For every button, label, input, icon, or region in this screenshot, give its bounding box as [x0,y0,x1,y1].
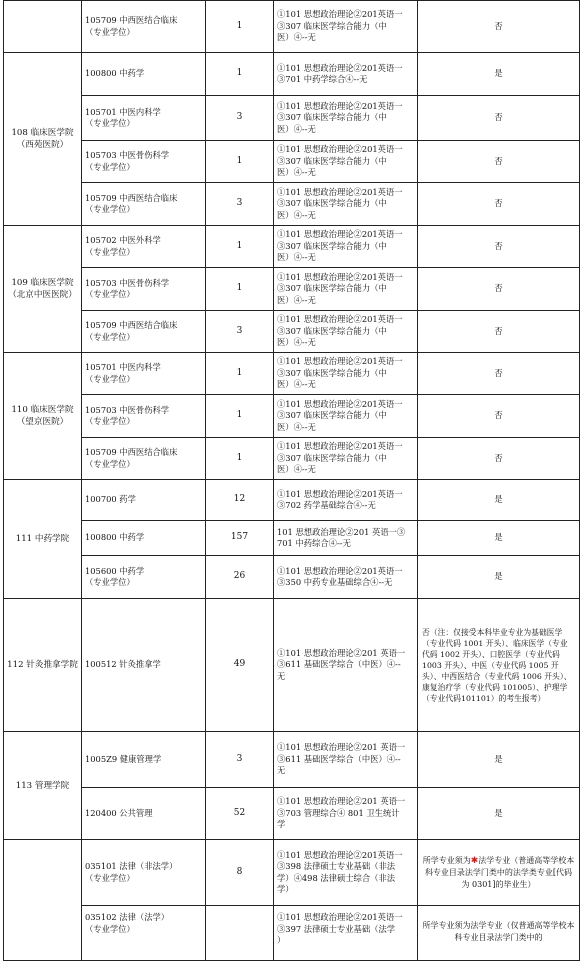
major-cell: 100700 药学 [82,480,206,521]
enrollment-count: 1 [206,1,274,53]
same-as-undergrad-restriction: 所学专业须为法学专业（仅普通高等学校本科专业目录法学门类中的 [418,906,580,961]
major-cell: 035102 法律（法学） （专业学位） [82,906,206,961]
same-as-undergrad-restriction: 否（注：仅接受本科毕业专业为基础医学（专业代码 1001 开头）、临床医学（专业代码 1002 开头）、口腔医学（专业代码 1003 开头）、中医（专业代码 1005 开头）、中西医结合（专业代码 1006 开头）、康复治疗学（专业代码 101005）、护理学（专业代码101101）的考生报考） [418,599,580,732]
enrollment-count: 1 [206,353,274,395]
exam-subjects: ①101 思想政治理论②201英语一 ③398 法律硕士专业基础（非法 学）④498 法律硕士综合（非法 学） [274,840,418,906]
major-cell: 105709 中西医结合临床 （专业学位） [82,1,206,53]
enrollment-count: 157 [206,521,274,556]
table-row [4,1,580,53]
enrollment-count: 3 [206,732,274,788]
same-as-undergrad: 否 [418,438,580,480]
enrollment-count: 3 [206,311,274,353]
enrollment-count: 26 [206,556,274,599]
exam-subjects: ①101 思想政治理论②201英语一 ③307 临床医学综合能力（中 医）④--无 [274,183,418,226]
exam-subjects: ①101 思想政治理论②201英语一 ③307 临床医学综合能力（中 医）④--无 [274,268,418,311]
exam-subjects: ①101 思想政治理论②201英语一 ③701 中药学综合④--无 [274,53,418,96]
table-row [4,96,580,141]
table-row [4,840,580,906]
major-cell: 105703 中医骨伤科学 （专业学位） [82,141,206,183]
enrollment-count: 1 [206,53,274,96]
enrollment-count: 49 [206,599,274,732]
same-as-undergrad: 是 [418,480,580,521]
table-row [4,353,580,395]
table-row [4,732,580,788]
table-row [4,599,580,732]
table-row [4,906,580,961]
same-as-undergrad: 是 [418,788,580,840]
enrollment-count: 52 [206,788,274,840]
exam-subjects: ①101 思想政治理论②201英语一 ③307 临床医学综合能力（中 医）④--无 [274,311,418,353]
same-as-undergrad-restriction [418,840,580,906]
exam-subjects: ①101 思想政治理论②201 英语一 ③611 基础医学综合（中医）④-- 无 [274,599,418,732]
exam-subjects: ①101 思想政治理论②201英语一 ③350 中药专业基础综合④--无 [274,556,418,599]
major-cell: 1005Z9 健康管理学 [82,732,206,788]
exam-subjects: ①101 思想政治理论②201 英语一 ③611 基础医学综合（中医）④-- 无 [274,732,418,788]
exam-subjects: 101 思想政治理论②201 英语一③ 701 中药综合④--无 [274,521,418,556]
exam-subjects: ①101 思想政治理论②201 英语一 ③703 管理综合④ 801 卫生统计 学 [274,788,418,840]
college-109: 109 临床医学院 （北京中医医院） [4,226,82,353]
table-row [4,226,580,268]
college-110: 110 临床医学院 （望京医院） [4,353,82,480]
same-as-undergrad: 否 [418,183,580,226]
enrollment-count: 1 [206,226,274,268]
note-prefix: 所学专业须为 [422,855,471,865]
same-as-undergrad: 是 [418,556,580,599]
red-mark-icon: ✱ [470,855,479,866]
major-cell: 105702 中医外科学 （专业学位） [82,226,206,268]
exam-subjects: ①101 思想政治理论②201英语一 ③702 药学基础综合④--无 [274,480,418,521]
enrollment-count: 12 [206,480,274,521]
admission-table [3,0,580,961]
major-cell: 105709 中西医结合临床 （专业学位） [82,183,206,226]
enrollment-count: 1 [206,268,274,311]
exam-subjects: ①101 思想政治理论②201英语一 ③397 法律硕士专业基础（法学 ） [274,906,418,961]
major-cell: 105701 中医内科学 （专业学位） [82,353,206,395]
enrollment-count: 8 [206,840,274,906]
same-as-undergrad: 否 [418,395,580,438]
table-row [4,788,580,840]
note-suffix: 法学专业（普通高等学校本科专业目录法学门类中的法学类专业[代码为 0301]的毕业生） [424,855,575,889]
exam-subjects: ①101 思想政治理论②201英语一 ③307 临床医学综合能力（中 医）④--无 [274,226,418,268]
major-cell: 105709 中西医结合临床 （专业学位） [82,438,206,480]
table-row [4,480,580,521]
same-as-undergrad: 否 [418,311,580,353]
major-cell: 100800 中药学 [82,521,206,556]
major-cell: 105600 中药学 （专业学位） [82,556,206,599]
exam-subjects: ①101 思想政治理论②201英语一 ③307 临床医学综合能力（中 医）④--无 [274,438,418,480]
exam-subjects: ①101 思想政治理论②201英语一 ③307 临床医学综合能力（中 医）④--无 [274,395,418,438]
same-as-undergrad: 否 [418,268,580,311]
table-row [4,521,580,556]
enrollment-count [206,906,274,961]
college-108: 108 临床医学院 （西苑医院） [4,53,82,226]
college-111: 111 中药学院 [4,480,82,599]
table-row [4,395,580,438]
exam-subjects: ①101 思想政治理论②201英语一 ③307 临床医学综合能力（中 医）④--无 [274,1,418,53]
same-as-undergrad: 否 [418,141,580,183]
major-cell: 100512 针灸推拿学 [82,599,206,732]
same-as-undergrad: 否 [418,1,580,53]
enrollment-count: 3 [206,96,274,141]
same-as-undergrad: 否 [418,353,580,395]
table-row [4,53,580,96]
table-row [4,268,580,311]
college-112: 112 针灸推拿学院 [4,599,82,732]
same-as-undergrad: 否 [418,226,580,268]
table-row [4,183,580,226]
exam-subjects: ①101 思想政治理论②201英语一 ③307 临床医学综合能力（中 医）④--无 [274,353,418,395]
exam-subjects: ①101 思想政治理论②201英语一 ③307 临床医学综合能力（中 医）④--无 [274,96,418,141]
table-row [4,556,580,599]
same-as-undergrad: 是 [418,53,580,96]
major-cell: 035101 法律（非法学） （专业学位） [82,840,206,906]
same-as-undergrad: 是 [418,521,580,556]
enrollment-count: 3 [206,183,274,226]
major-cell: 105703 中医骨伤科学 （专业学位） [82,395,206,438]
admission-table-wrapper [3,0,579,961]
table-row [4,141,580,183]
college-law [4,840,82,961]
college-cell [4,1,82,53]
same-as-undergrad: 否 [418,96,580,141]
major-cell: 100800 中药学 [82,53,206,96]
exam-subjects: ①101 思想政治理论②201英语一 ③307 临床医学综合能力（中 医）④--无 [274,141,418,183]
table-row [4,438,580,480]
major-cell: 105701 中医内科学 （专业学位） [82,96,206,141]
enrollment-count: 1 [206,141,274,183]
table-row [4,311,580,353]
major-cell: 105703 中医骨伤科学 （专业学位） [82,268,206,311]
enrollment-count: 1 [206,395,274,438]
major-cell: 120400 公共管理 [82,788,206,840]
enrollment-count: 1 [206,438,274,480]
college-113: 113 管理学院 [4,732,82,840]
major-cell: 105709 中西医结合临床 （专业学位） [82,311,206,353]
same-as-undergrad: 是 [418,732,580,788]
